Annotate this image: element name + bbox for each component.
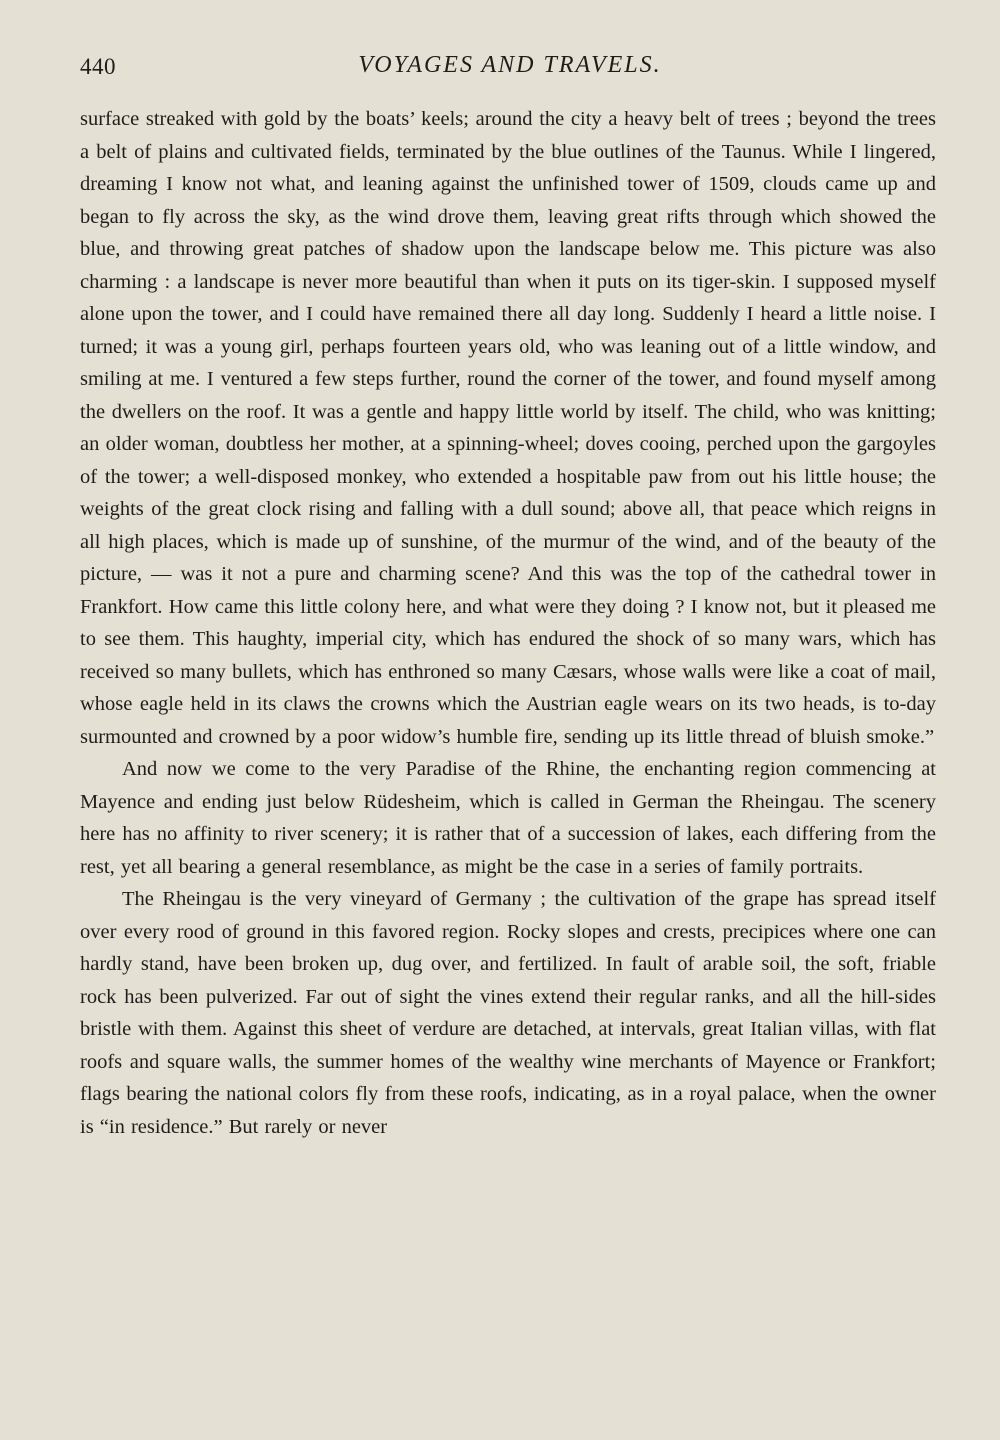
body-text	[80, 103, 936, 1143]
page-number: 440	[80, 54, 116, 79]
running-title: VOYAGES AND TRAVELS.	[358, 52, 662, 78]
page-header	[80, 50, 940, 86]
paragraph-rheingau-vineyard: The Rheingau is the very vineyard of Germany ; the cultivation of the grape has spread itself over every rood of ground in this favored region. Rocky slopes and crests, precipices where one can hardly stand, have been broken up, dug over, and fertilized. In fault of arable soil, the soft, friable rock has been pulverized. Far out of sight the vines extend their regular ranks, and all the hill-sides bristle with them. Against this sheet of verdure are detached, at intervals, great Italian villas, with flat roofs and square walls, the summer homes of the wealthy wine merchants of Mayence or Frankfort; flags bearing the national colors fly from these roofs, indicating, as in a royal palace, when the owner is “in residence.” But rarely or never	[80, 888, 936, 1138]
paragraph-rheingau-intro: And now we come to the very Paradise of the Rhine, the enchanting region commencing at Mayence and ending just below Rüdesheim, which is called in German the Rheingau. The scenery here has no affinity to river scenery; it is rather that of a succession of lakes, each differing from the rest, yet all bearing a general resemblance, as might be the case in a series of family portraits.	[80, 758, 936, 878]
paragraph-continued: surface streaked with gold by the boats’ keels; around the city a heavy belt of trees ; beyond the trees a belt of plains and cultivated fields, terminated by the blue outlines of the Taunus. While I lingered, dreaming I know not what, and leaning against the unfinished tower of 1509, clouds came up and began to fly across the sky, as the wind drove them, leaving great rifts through which showed the blue, and throwing great patches of shadow upon the landscape below me. This picture was also charming : a landscape is never more beautiful than when it puts on its tiger-skin. I supposed myself alone upon the tower, and I could have remained there all day long. Suddenly I heard a little noise. I turned; it was a young girl, perhaps fourteen years old, who was leaning out of a little window, and smiling at me. I ventured a few steps further, round the corner of the tower, and found myself among the dwellers on the roof. It was a gentle and happy little world by itself. The child, who was knitting; an older woman, doubtless her mother, at a spinning-wheel; doves cooing, perched upon the gargoyles of the tower; a well-disposed monkey, who extended a hospitable paw from out his little house; the weights of the great clock rising and falling with a dull sound; above all, that peace which reigns in all high places, which is made up of sunshine, of the murmur of the wind, and of the beauty of the picture, — was it not a pure and charming scene? And this was the top of the cathedral tower in Frankfort. How came this little colony here, and what were they doing ? I know not, but it pleased me to see them. This haughty, imperial city, which has endured the shock of so many wars, which has received so many bullets, which has enthroned so many Cæsars, whose walls were like a coat of mail, whose eagle held in its claws the crowns which the Austrian eagle wears on its two heads, is to-day surmounted and crowned by a poor widow’s humble fire, sending up its little thread of bluish smoke.”	[80, 108, 936, 748]
